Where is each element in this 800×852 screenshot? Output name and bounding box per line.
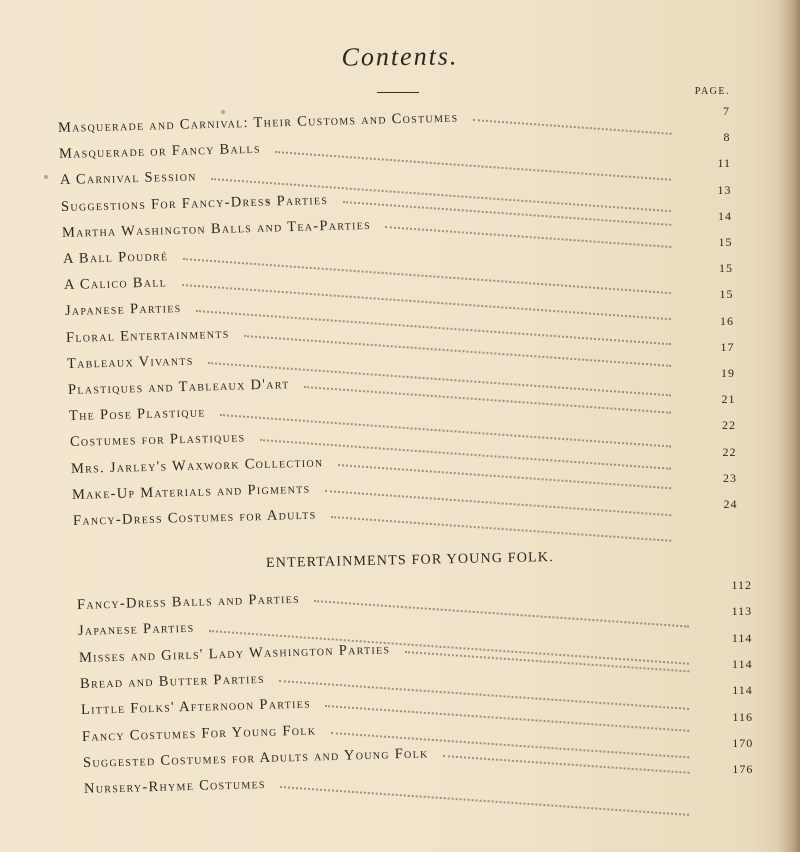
entry-title: Costumes for Plastiques	[69, 429, 246, 451]
entry-page-number: 16	[720, 313, 734, 328]
entry-title: Fancy-Dress Balls and Parties	[76, 590, 301, 613]
entry-title: Bread and Butter Parties	[79, 670, 266, 692]
entry-page-number: 22	[722, 418, 736, 433]
entry-title: Floral Entertainments	[65, 325, 230, 346]
entry-title: Little Folks' Afternoon Parties	[80, 695, 312, 719]
entry-page-number: 17	[720, 339, 735, 354]
entry-page-number: 23	[723, 470, 737, 485]
entry-page-number: 15	[719, 261, 733, 276]
entry-page-number: 14	[718, 208, 732, 223]
entry-title: Mrs. Jarley's Waxwork Collection	[70, 453, 324, 477]
entry-title: Masquerade or Fancy Balls	[58, 140, 261, 163]
entry-title: Tableaux Vivants	[66, 352, 194, 372]
entry-page-number: 19	[721, 366, 735, 380]
section-title: ENTERTAINMENTS FOR YOUNG FOLK.	[265, 549, 555, 572]
dot-leader	[314, 600, 689, 629]
entry-page-number: 116	[732, 709, 753, 724]
entry-page-number: 114	[732, 683, 753, 698]
entry-page-number: 24	[723, 497, 738, 511]
dot-leader	[280, 786, 689, 817]
entry-page-number: 11	[717, 156, 731, 171]
entry-page-number: 170	[732, 735, 754, 750]
entry-title: Plastiques and Tableaux D'art	[67, 376, 290, 398]
entry-title: Misses and Girls' Lady Washington Parties	[78, 640, 391, 666]
entry-page-number: 21	[721, 392, 736, 407]
entry-page-number: 15	[719, 287, 734, 302]
entry-title: The Pose Plastique	[68, 404, 206, 425]
entry-page-number: 7	[723, 104, 730, 118]
page-title: Contents.	[341, 41, 459, 72]
entry-page-number: 112	[731, 578, 752, 592]
entry-title: Nursery-Rhyme Costumes	[83, 776, 267, 798]
entry-title: Make-Up Materials and Pigments	[71, 480, 311, 503]
entry-title: Masquerade and Carnival: Their Customs and Costumes	[57, 109, 459, 136]
entry-title: Martha Washington Balls and Tea-Parties	[61, 216, 372, 241]
entry-title: Japanese Parties	[77, 620, 195, 640]
entry-page-number: 22	[722, 444, 737, 459]
dot-leader	[443, 755, 690, 775]
entry-page-number: 176	[732, 762, 754, 777]
entry-page-number: 113	[731, 604, 753, 619]
dot-leader	[325, 705, 689, 733]
page-column-header: PAGE.	[694, 86, 730, 97]
entry-title: Japanese Parties	[64, 300, 182, 320]
entry-title: Fancy-Dress Costumes for Adults	[72, 506, 317, 529]
entry-title: Fancy Costumes For Young Folk	[81, 721, 317, 745]
entry-title: A Carnival Session	[59, 168, 197, 189]
entry-page-number: 15	[718, 235, 733, 249]
entry-page-number: 114	[731, 630, 753, 645]
entry-page-number: 13	[717, 182, 732, 197]
entry-page-number: 8	[723, 130, 731, 145]
entry-title: Suggested Costumes for Adults and Young Folk	[82, 745, 429, 771]
entry-title: A Calico Ball	[63, 274, 168, 294]
entry-page-number: 114	[732, 656, 753, 671]
entry-title: Suggestions For Fancy-Dress Parties	[60, 191, 329, 215]
entry-title: A Ball Poudré	[62, 248, 169, 267]
